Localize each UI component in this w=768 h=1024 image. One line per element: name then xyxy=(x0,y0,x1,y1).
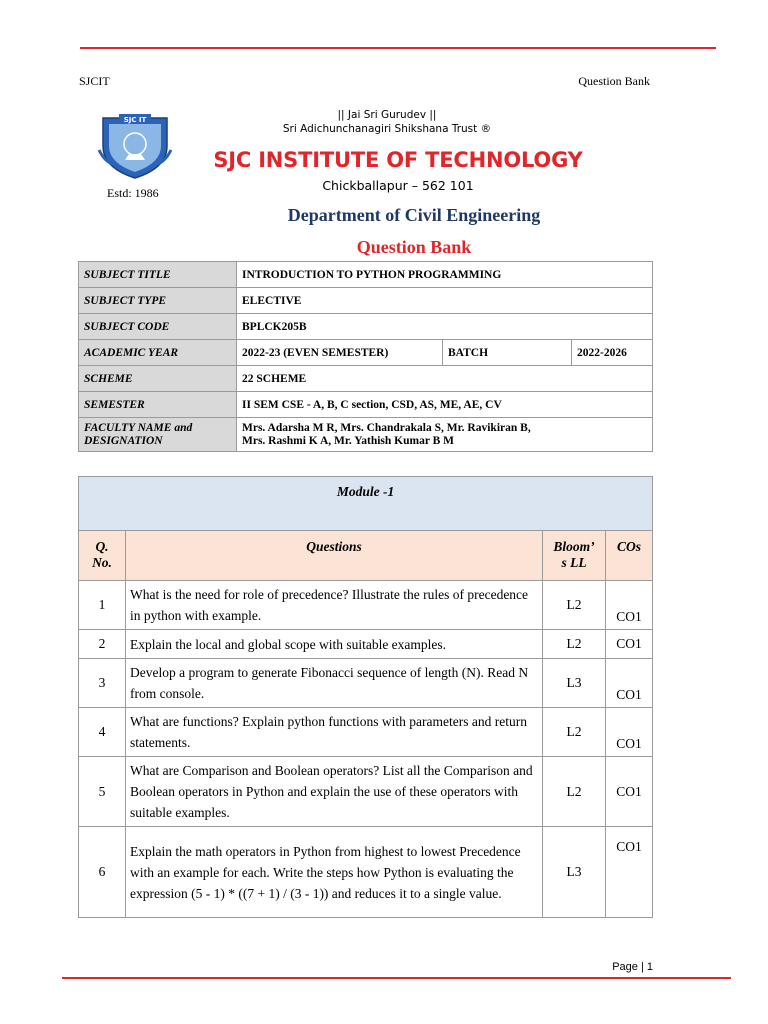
faculty-label-line-2: DESIGNATION xyxy=(84,434,163,447)
document-title: Question Bank xyxy=(356,237,472,257)
col-qno-line-1: Q. xyxy=(95,539,109,554)
row-blooms: L3 xyxy=(543,827,606,918)
row-co: CO1 xyxy=(606,630,653,659)
row-question: Explain the math operators in Python from highest to lowest Precedence with an example for each. Write the steps how Python is evaluating the expression (5 - 1) * ((7 + 1) / (3 - 1)) and reduces it to a single value. xyxy=(126,827,543,918)
scheme-label: SCHEME xyxy=(79,366,237,392)
row-co: CO1 xyxy=(606,659,653,708)
col-blooms-line-2: s LL xyxy=(561,555,587,570)
col-qno-line-2: No. xyxy=(92,555,112,570)
row-question: Develop a program to generate Fibonacci sequence of length (N). Read N from console. xyxy=(126,659,543,708)
module-question-table xyxy=(78,476,653,918)
faculty-line-2: Mrs. Rashmi K A, Mr. Yathish Kumar B M xyxy=(242,434,455,447)
row-blooms: L2 xyxy=(543,630,606,659)
row-number: 3 xyxy=(79,659,126,708)
row-question: Explain the local and global scope with suitable examples. xyxy=(126,630,543,659)
row-number: 6 xyxy=(79,827,126,918)
academic-year-label: ACADEMIC YEAR xyxy=(79,340,237,366)
batch-label: BATCH xyxy=(443,340,572,366)
bottom-rule xyxy=(62,977,731,979)
faculty-line-1: Mrs. Adarsha M R, Mrs. Chandrakala S, Mr. Ravikiran B, xyxy=(242,421,531,434)
row-number: 5 xyxy=(79,757,126,827)
table-row xyxy=(79,581,653,630)
row-question: What are functions? Explain python functions with parameters and return statements. xyxy=(126,708,543,757)
department-name: Department of Civil Engineering xyxy=(287,205,541,225)
row-co: CO1 xyxy=(606,581,653,630)
row-number: 4 xyxy=(79,708,126,757)
trust-line-1: || Jai Sri Gurudev || xyxy=(337,109,437,121)
row-blooms: L2 xyxy=(543,757,606,827)
faculty-label-line-1: FACULTY NAME and xyxy=(84,421,193,434)
semester-label: SEMESTER xyxy=(79,392,237,418)
row-number: 1 xyxy=(79,581,126,630)
subject-info-table xyxy=(78,261,653,452)
col-cos-header: COs xyxy=(606,531,653,581)
institute-city: Chickballapur – 562 101 xyxy=(322,178,474,193)
table-row xyxy=(79,630,653,659)
col-blooms-line-1: Bloom’ xyxy=(553,539,595,554)
col-qno-header xyxy=(79,531,126,581)
faculty-label xyxy=(79,418,237,452)
table-row xyxy=(79,708,653,757)
subject-title-label: SUBJECT TITLE xyxy=(79,262,237,288)
row-blooms: L2 xyxy=(543,581,606,630)
col-blooms-header xyxy=(543,531,606,581)
row-number: 2 xyxy=(79,630,126,659)
subject-type-label: SUBJECT TYPE xyxy=(79,288,237,314)
row-question: What is the need for role of precedence? Illustrate the rules of precedence in python with example. xyxy=(126,581,543,630)
scheme-value: 22 SCHEME xyxy=(237,366,653,392)
row-co: CO1 xyxy=(606,827,653,918)
page-number: Page | 1 xyxy=(612,961,653,973)
institute-name: SJC INSTITUTE OF TECHNOLOGY xyxy=(213,148,583,172)
col-questions-header: Questions xyxy=(126,531,543,581)
row-co: CO1 xyxy=(606,757,653,827)
faculty-value xyxy=(237,418,653,452)
table-row xyxy=(79,827,653,918)
row-co: CO1 xyxy=(606,708,653,757)
subject-code-value: BPLCK205B xyxy=(237,314,653,340)
academic-year-value: 2022-23 (EVEN SEMESTER) xyxy=(237,340,443,366)
table-row xyxy=(79,757,653,827)
batch-value: 2022-2026 xyxy=(572,340,653,366)
trust-line-2: Sri Adichunchanagiri Shikshana Trust ® xyxy=(282,123,492,135)
top-rule xyxy=(80,47,716,49)
row-blooms: L3 xyxy=(543,659,606,708)
established-year: Estd: 1986 xyxy=(107,186,159,200)
subject-code-label: SUBJECT CODE xyxy=(79,314,237,340)
row-blooms: L2 xyxy=(543,708,606,757)
module-title: Module -1 xyxy=(79,477,653,531)
table-row xyxy=(79,659,653,708)
header-left: SJCIT xyxy=(79,74,110,88)
subject-type-value: ELECTIVE xyxy=(237,288,653,314)
semester-value: II SEM CSE - A, B, C section, CSD, AS, ME, AE, CV xyxy=(237,392,653,418)
subject-title-value: INTRODUCTION TO PYTHON PROGRAMMING xyxy=(237,262,653,288)
row-question: What are Comparison and Boolean operators? List all the Comparison and Boolean operators in Python and explain the use of these operators with suitable examples. xyxy=(126,757,543,827)
logo-text: SJC IT xyxy=(123,116,147,124)
header-right: Question Bank xyxy=(578,74,650,88)
